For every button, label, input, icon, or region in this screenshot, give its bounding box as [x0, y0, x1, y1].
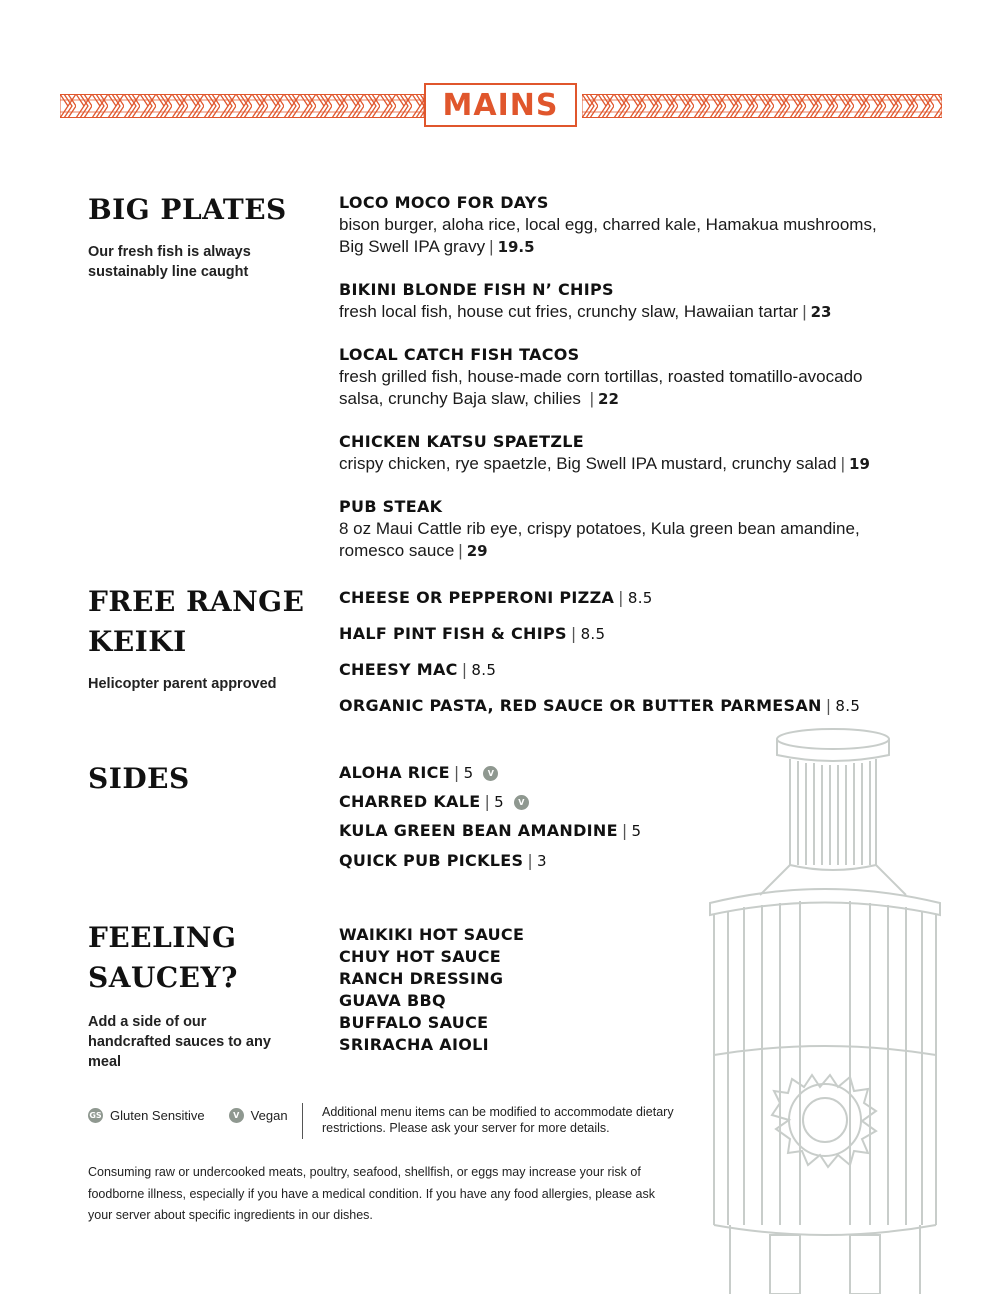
item-price: 29 [466, 542, 488, 560]
item-name: LOCO MOCO FOR DAYS [339, 193, 549, 212]
item-price: 3 [537, 852, 547, 870]
item-price: 19.5 [497, 238, 535, 256]
menu-item [339, 623, 605, 645]
list-item: RANCH DRESSING [339, 969, 504, 988]
item-desc: bison burger, aloha rice, local egg, charred kale, Hamakua mushrooms, Big Swell IPA gravy [339, 215, 877, 256]
price-separator: | [825, 696, 832, 715]
vegan-badge-icon: V [229, 1108, 244, 1123]
item-price: 8.5 [835, 697, 861, 715]
item-price: 23 [810, 303, 832, 321]
dietary-note: Additional menu items can be modified to accommodate dietary restrictions. Please ask your server for more details. [322, 1105, 674, 1135]
legend-label: Vegan [250, 1108, 288, 1123]
menu-item [339, 279, 899, 323]
item-name: CHEESY MAC [339, 660, 458, 679]
woven-pattern-left [60, 94, 424, 118]
menu-item [339, 762, 498, 784]
list-item: SRIRACHA AIOLI [339, 1035, 489, 1054]
legend-label: Gluten Sensitive [110, 1108, 205, 1123]
sauces-list [339, 924, 899, 1056]
list-item: CHUY HOT SAUCE [339, 947, 502, 966]
item-name: CHEESE OR PEPPERONI PIZZA [339, 588, 615, 607]
woven-pattern-right [582, 94, 942, 118]
price-separator: | [621, 821, 628, 840]
item-name: KULA GREEN BEAN AMANDINE [339, 821, 618, 840]
price-separator: | [802, 302, 807, 321]
item-name: ALOHA RICE [339, 763, 450, 782]
section-note-keiki: Helicopter parent approved [88, 676, 277, 692]
menu-item [339, 587, 653, 609]
section-title-keiki-line1: FREE RANGE [88, 585, 305, 618]
item-desc: 8 oz Maui Cattle rib eye, crispy potatoes, Kula green bean amandine, romesco sauce [339, 519, 860, 560]
item-name: HALF PINT FISH & CHIPS [339, 624, 567, 643]
item-name: CHICKEN KATSU SPAETZLE [339, 432, 584, 451]
item-price: 5 [631, 822, 642, 840]
list-item: WAIKIKI HOT SAUCE [339, 925, 525, 944]
vegan-badge-icon: V [514, 795, 529, 810]
price-separator: | [527, 851, 534, 870]
section-title-sides: SIDES [88, 762, 190, 795]
menu-item [339, 659, 496, 681]
item-name: BIKINI BLONDE FISH N’ CHIPS [339, 280, 614, 299]
section-title-big-plates: BIG PLATES [88, 193, 287, 226]
price-separator: | [484, 792, 491, 811]
price-separator: | [570, 624, 577, 643]
section-note-sauces: Add a side of our handcrafted sauces to any meal [88, 1014, 271, 1070]
item-desc: crispy chicken, rye spaetzle, Big Swell IPA mustard, crunchy salad [339, 454, 837, 473]
food-safety-disclaimer: Consuming raw or undercooked meats, poultry, seafood, shellfish, or eggs may increase your risk of foodborne illness, especially if you have a medical condition. If you have any food allergies, please ask your server about specific ingredients in our dishes. [88, 1165, 656, 1222]
section-title-keiki-line2: KEIKI [88, 625, 187, 658]
item-price: 8.5 [471, 661, 497, 679]
item-name: ORGANIC PASTA, RED SAUCE OR BUTTER PARMESAN [339, 696, 822, 715]
menu-item [339, 344, 899, 410]
price-separator: | [489, 237, 494, 256]
item-name: CHARRED KALE [339, 792, 481, 811]
menu-item [339, 496, 899, 562]
menu-item [339, 850, 547, 872]
item-price: 5 [463, 764, 474, 782]
item-price: 8.5 [627, 589, 653, 607]
item-name: PUB STEAK [339, 497, 443, 516]
section-title-sauces-line1: FEELING [88, 921, 237, 954]
menu-item [339, 695, 860, 717]
menu-item [339, 791, 529, 813]
price-separator: | [840, 454, 846, 473]
price-separator: | [458, 541, 463, 560]
menu-item [339, 820, 641, 842]
list-item: GUAVA BBQ [339, 991, 446, 1010]
item-name: LOCAL CATCH FISH TACOS [339, 345, 580, 364]
item-desc: fresh local fish, house cut fries, crunchy slaw, Hawaiian tartar [339, 302, 799, 321]
section-title-sauces-line2: SAUCEY? [88, 961, 238, 994]
dietary-legend [88, 1108, 312, 1123]
price-separator: | [461, 660, 468, 679]
menu-item [339, 192, 899, 258]
item-price: 19 [849, 455, 870, 473]
legend-vegan [229, 1108, 288, 1123]
gluten-sensitive-badge-icon: GS [88, 1108, 103, 1123]
list-item: BUFFALO SAUCE [339, 1013, 489, 1032]
item-price: 22 [598, 390, 619, 408]
price-separator: | [618, 588, 624, 607]
price-separator: | [453, 763, 460, 782]
menu-item [339, 431, 899, 475]
item-name: QUICK PUB PICKLES [339, 851, 524, 870]
item-desc: fresh grilled fish, house-made corn tortillas, roasted tomatillo-avocado salsa, crunchy Baja slaw, chilies [339, 367, 863, 408]
vegan-badge-icon: V [483, 766, 498, 781]
big-plates-list [339, 192, 899, 562]
legend-gluten-sensitive [88, 1108, 205, 1123]
item-price: 8.5 [580, 625, 606, 643]
section-note-big-plates: Our fresh fish is always sustainably line caught [88, 244, 251, 280]
item-price: 5 [494, 793, 504, 811]
legend-divider [302, 1103, 303, 1139]
price-separator: | [589, 389, 595, 408]
page-title: MAINS [424, 83, 577, 127]
